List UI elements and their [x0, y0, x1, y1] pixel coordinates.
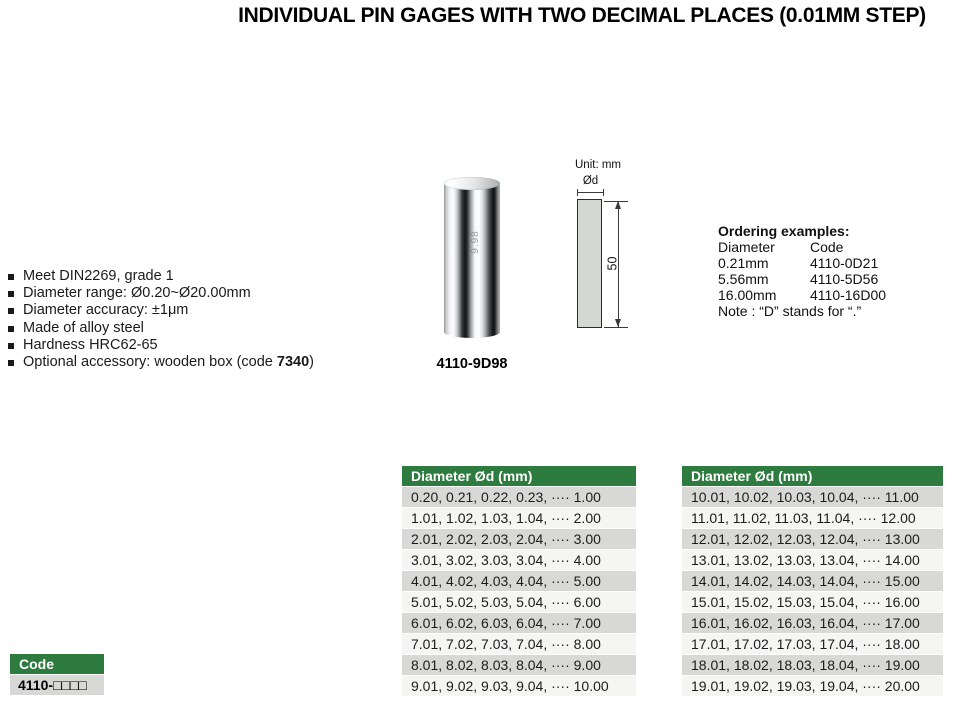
feature-item [8, 337, 388, 354]
ordering-diameter: 16.00mm [718, 287, 777, 303]
table-row: 12.01, 12.02, 12.03, 12.04, ···· 13.00 [682, 529, 943, 549]
bullet-square-icon [8, 326, 14, 332]
feature-text: Diameter range: Ø0.20~Ø20.00mm [23, 285, 251, 302]
feature-text: Made of alloy steel [23, 319, 144, 336]
product-code-label: 4110-9D98 [436, 356, 508, 372]
feature-list [8, 268, 388, 371]
ordering-code: 4110-0D21 [810, 255, 879, 271]
code-box-header: Code [10, 654, 104, 674]
code-box [10, 654, 104, 695]
ordering-diameter: 0.21mm [718, 255, 769, 271]
table-row: 3.01, 3.02, 3.03, 3.04, ···· 4.00 [402, 550, 636, 570]
table-row: 6.01, 6.02, 6.03, 6.04, ···· 7.00 [402, 613, 636, 633]
diameter-dimension-line [577, 192, 604, 193]
table-row: 9.01, 9.02, 9.03, 9.04, ···· 10.00 [402, 676, 636, 696]
table-row: 15.01, 15.02, 15.03, 15.04, ···· 16.00 [682, 592, 943, 612]
drawing-unit-label: Unit: mm [575, 159, 621, 171]
feature-text [23, 354, 314, 371]
ordering-heading: Ordering examples: [718, 223, 850, 239]
arrow-up-icon [615, 201, 621, 209]
table-row: 18.01, 18.02, 18.03, 18.04, ···· 19.00 [682, 655, 943, 675]
feature-text: Hardness HRC62-65 [23, 336, 158, 353]
drawing-diameter-label: Ød [582, 175, 599, 187]
drawing-length-label: 50 [605, 256, 620, 271]
bullet-square-icon [8, 291, 14, 297]
table-row: 5.01, 5.02, 5.03, 5.04, ···· 6.00 [402, 592, 636, 612]
table-row: 8.01, 8.02, 8.03, 8.04, ···· 9.00 [402, 655, 636, 675]
table-row: 13.01, 13.02, 13.03, 13.04, ···· 14.00 [682, 550, 943, 570]
arrow-down-icon [615, 319, 621, 327]
page-title: INDIVIDUAL PIN GAGES WITH TWO DECIMAL PLACES (0.01MM STEP) [238, 4, 926, 27]
accessory-code: 7340 [276, 354, 310, 371]
diameter-table-left [402, 466, 636, 696]
ordering-col-code: Code [810, 239, 844, 255]
feature-text-suffix: ) [309, 354, 315, 371]
ordering-diameter: 5.56mm [718, 271, 769, 287]
code-box-value: 4110-□□□□ [10, 675, 104, 695]
bullet-square-icon [8, 343, 14, 349]
table-row: 11.01, 11.02, 11.03, 11.04, ···· 12.00 [682, 508, 943, 528]
bullet-square-icon [8, 274, 14, 280]
ordering-table [718, 239, 928, 303]
feature-item [8, 268, 388, 285]
pin-etched-size: 9.98 [470, 230, 481, 254]
dimension-tick [577, 189, 578, 196]
ordering-col-diameter: Diameter [718, 239, 775, 255]
extension-line [604, 327, 628, 328]
ordering-examples [718, 223, 928, 319]
feature-item [8, 320, 388, 337]
table-row: 7.01, 7.02, 7.03, 7.04, ···· 8.00 [402, 634, 636, 654]
table-row: 16.01, 16.02, 16.03, 16.04, ···· 17.00 [682, 613, 943, 633]
feature-item [8, 285, 388, 302]
table-row: 4.01, 4.02, 4.03, 4.04, ···· 5.00 [402, 571, 636, 591]
dimension-tick [603, 189, 604, 196]
bullet-square-icon [8, 308, 14, 314]
bullet-square-icon [8, 360, 14, 366]
table-row: 19.01, 19.02, 19.03, 19.04, ···· 20.00 [682, 676, 943, 696]
table-row: 1.01, 1.02, 1.03, 1.04, ···· 2.00 [402, 508, 636, 528]
table-row: 14.01, 14.02, 14.03, 14.04, ···· 15.00 [682, 571, 943, 591]
pin-gage-top-face [444, 177, 500, 190]
feature-item [8, 354, 388, 371]
feature-text: Diameter accuracy: ±1μm [23, 302, 189, 319]
table-row: 17.01, 17.02, 17.03, 17.04, ···· 18.00 [682, 634, 943, 654]
feature-text-prefix: Optional accessory: wooden box (code [23, 354, 277, 371]
ordering-note: Note : “D” stands for “.” [718, 303, 862, 319]
table-header: Diameter Ød (mm) [682, 466, 943, 486]
pin-drawing-rectangle [577, 199, 602, 328]
table-row: 2.01, 2.02, 2.03, 2.04, ···· 3.00 [402, 529, 636, 549]
feature-text: Meet DIN2269, grade 1 [23, 268, 174, 284]
table-header: Diameter Ød (mm) [402, 466, 636, 486]
feature-item [8, 302, 388, 319]
diameter-table-right [682, 466, 943, 696]
ordering-code: 4110-16D00 [810, 287, 887, 303]
ordering-code: 4110-5D56 [810, 271, 879, 287]
table-row: 0.20, 0.21, 0.22, 0.23, ···· 1.00 [402, 487, 636, 507]
table-row: 10.01, 10.02, 10.03, 10.04, ···· 11.00 [682, 487, 943, 507]
